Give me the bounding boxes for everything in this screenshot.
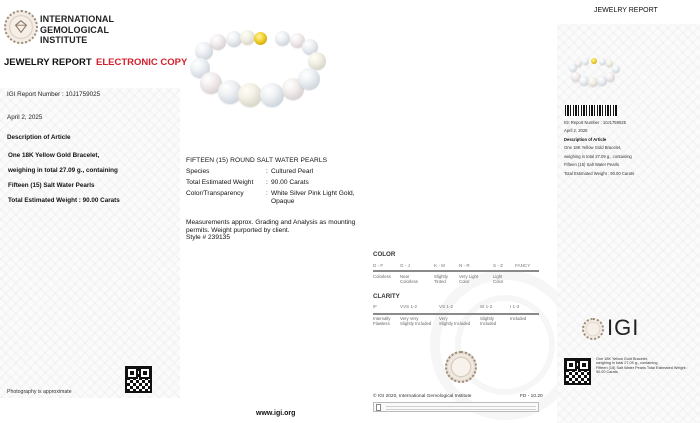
right-description-line: Total Estimated Weight : 90.00 Carats bbox=[564, 170, 635, 176]
clarity-scale-heading: CLARITY bbox=[373, 293, 400, 300]
igi-seal-icon bbox=[582, 318, 604, 340]
right-report-date: April 2, 2025 bbox=[564, 128, 588, 133]
right-card-title: JEWELRY REPORT bbox=[594, 7, 658, 14]
description-line: weighing in total 27.09 g., containing bbox=[8, 167, 118, 174]
color-grade: D - F bbox=[373, 263, 384, 268]
right-bottom-text: One 18K Yellow Gold Bracelet, weighing in total 27.09 g., containing Fifteen (15) Salt Water Pearls Total Estimated Weight : 90.00 Carats bbox=[596, 357, 688, 375]
electronic-copy-label: ELECTRONIC COPY bbox=[96, 57, 188, 68]
detail-sep: : bbox=[266, 190, 268, 197]
copyright-text: © IGI 2020, International Gemological Institute bbox=[373, 394, 472, 399]
org-name-line-1: INTERNATIONAL bbox=[40, 14, 115, 24]
description-line: Total Estimated Weight : 90.00 Carats bbox=[8, 197, 120, 204]
color-grade: G - J bbox=[400, 263, 410, 268]
notes-block bbox=[186, 219, 355, 242]
report-date: April 2, 2025 bbox=[7, 114, 43, 121]
photo-note: Photography is approximate bbox=[7, 389, 72, 395]
gold-clasp bbox=[254, 32, 267, 45]
clarity-grade: IF bbox=[373, 304, 378, 309]
qr-code-icon bbox=[125, 366, 152, 393]
detail-label-species: Species bbox=[186, 168, 210, 175]
color-desc: Light Color bbox=[493, 274, 504, 284]
detail-sep: : bbox=[266, 179, 268, 186]
website-link[interactable]: www.igi.org bbox=[256, 410, 296, 417]
color-scale-heading: COLOR bbox=[373, 251, 396, 258]
org-name-line-2: GEMOLOGICAL bbox=[40, 24, 110, 35]
note-line: permits. Weight purported by client. bbox=[186, 226, 290, 234]
right-description-block bbox=[564, 144, 634, 178]
clarity-desc: Internally Flawless bbox=[373, 316, 391, 326]
qr-code-icon bbox=[564, 358, 591, 385]
clarity-desc: Included bbox=[510, 316, 527, 321]
igi-seal-icon bbox=[445, 351, 477, 383]
clarity-desc: Slightly Included bbox=[480, 316, 497, 326]
detail-label-color: Color/Transparency bbox=[186, 190, 244, 197]
color-desc: Very Light Color bbox=[459, 274, 479, 284]
clarity-desc: Very Slightly Included bbox=[439, 316, 471, 326]
pearl-bracelet-thumbnail bbox=[567, 56, 627, 92]
description-heading: Description of Article bbox=[7, 134, 71, 141]
report-number: IGI Report Number : 10J1759025 bbox=[7, 91, 101, 98]
clarity-grade: I 1-3 bbox=[510, 304, 520, 309]
fine-print-box bbox=[373, 402, 539, 412]
right-description-line: Fifteen (15) Salt Water Pearls bbox=[564, 162, 619, 168]
color-grade: FANCY bbox=[515, 263, 531, 268]
igi-logo: IGI bbox=[607, 315, 640, 340]
clarity-grade: VS 1-2 bbox=[439, 304, 454, 309]
description-block bbox=[8, 148, 120, 208]
color-grade: K - M bbox=[434, 263, 445, 268]
description-line: One 18K Yellow Gold Bracelet, bbox=[8, 152, 100, 159]
color-desc: Colorless bbox=[373, 274, 391, 279]
right-report-number: IGI Report Number : 10J1759025 bbox=[564, 120, 626, 125]
color-grade: N - R bbox=[459, 263, 470, 268]
note-line: Style # 239135 bbox=[186, 234, 230, 241]
form-code: FD - 10.20 bbox=[520, 394, 543, 399]
note-line: Measurements approx. Grading and Analysis as mounting bbox=[186, 219, 356, 226]
color-desc: Near Colorless bbox=[400, 274, 418, 284]
detail-value-weight: 90.00 Carats bbox=[271, 179, 309, 186]
detail-value-species: Cultured Pearl bbox=[271, 168, 314, 175]
color-scale-line bbox=[373, 270, 539, 272]
right-description-heading: Description of Article bbox=[564, 137, 607, 142]
clarity-desc: Very Very Slightly Included bbox=[400, 316, 432, 326]
color-grade: S - Z bbox=[493, 263, 503, 268]
document-icon bbox=[376, 404, 381, 411]
description-line: Fifteen (15) Salt Water Pearls bbox=[8, 182, 95, 189]
clarity-grade: VVS 1-2 bbox=[400, 304, 418, 309]
clarity-grade: SI 1-2 bbox=[480, 304, 493, 309]
detail-value-color: White Silver Pink Light Gold, bbox=[271, 190, 355, 197]
right-description-line: weighing in total 27.09 g., containing bbox=[564, 153, 632, 159]
report-title: JEWELRY REPORT bbox=[4, 57, 92, 68]
pearl-bracelet-image bbox=[190, 28, 340, 123]
detail-sep: : bbox=[266, 168, 268, 175]
igi-seal-icon bbox=[4, 10, 38, 44]
item-title: FIFTEEN (15) ROUND SALT WATER PEARLS bbox=[186, 157, 328, 164]
org-name-line-3: INSTITUTE bbox=[40, 35, 88, 45]
detail-value-color-2: Opaque bbox=[271, 198, 295, 205]
color-desc: Slightly Tinted bbox=[434, 274, 448, 284]
right-description-line: One 18K Yellow Gold Bracelet, bbox=[564, 145, 622, 150]
clarity-scale-line bbox=[373, 313, 539, 315]
detail-label-weight: Total Estimated Weight bbox=[186, 179, 254, 186]
org-name bbox=[40, 14, 114, 46]
barcode-icon bbox=[565, 105, 617, 116]
